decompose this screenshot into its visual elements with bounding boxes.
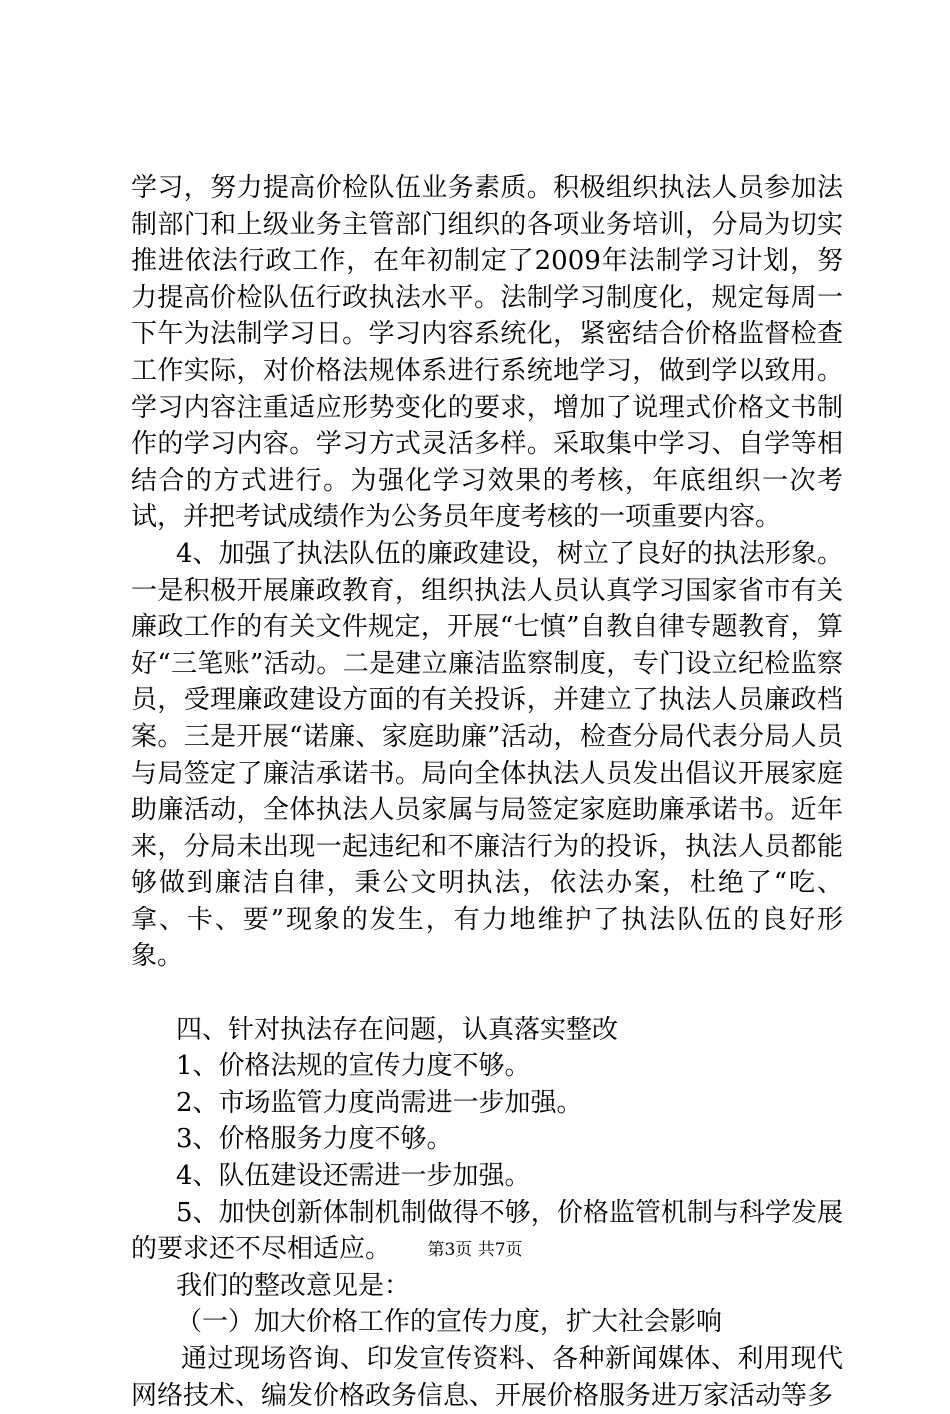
page-number-footer: 第3页 共7页 — [427, 1240, 523, 1260]
paragraph-integrity-building: 4、加强了执法队伍的廉政建设，树立了良好的执法形象。一是积极开展廉政教育，组织执法人员认真学习国家省市有关廉政工作的有关文件规定，开展“七慎”自教自律专题教育，算好“三笔账”活动。二是建立廉洁监察制度，专门设立纪检监察员，受理廉政建设方面的有关投诉，并建立了执法人员廉政档案。三是开展“诺廉、家庭助廉”活动，检查分局代表分局人员与局签定了廉洁承诺书。局向全体执法人员发出倡议开展家庭助廉活动，全体执法人员家属与局签定家庭助廉承诺书。近年来，分局未出现一起违纪和不廉洁行为的投诉，执法人员都能够做到廉洁自律，秉公文明执法，依法办案，杜绝了“吃、拿、卡、要”现象的发生，有力地维护了执法队伍的良好形象。 — [131, 538, 843, 972]
problem-item-3: 3、价格服务力度不够。 — [176, 1124, 453, 1155]
rectification-intro: 我们的整改意见是： — [176, 1270, 411, 1301]
section-heading-rectification: 四、针对执法存在问题，认真落实整改 — [176, 1014, 619, 1045]
paragraph-publicity-measures: 通过现场咨询、印发宣传资料、各种新闻媒体、利用现代网络技术、编发价格政务信息、开展价格服务进万家活动等多 — [131, 1344, 843, 1411]
problem-item-1: 1、价格法规的宣传力度不够。 — [176, 1051, 531, 1082]
problem-item-4: 4、队伍建设还需进一步加强。 — [176, 1161, 531, 1192]
problem-item-2: 2、市场监管力度尚需进一步加强。 — [176, 1087, 583, 1118]
paragraph-spacer — [131, 975, 843, 1012]
problem-item-5: 5、加快创新体制机制做得不够，价格监管机制与科学发展的要求还不尽相适应。 — [131, 1197, 843, 1265]
paragraph-legal-study: 学习，努力提高价检队伍业务素质。积极组织执法人员参加法制部门和上级业务主管部门组织的各项业务培训，分局为切实推进依法行政工作，在年初制定了2009年法制学习计划，努力提高价检队伍行政执法水平。法制学习制度化，规定每周一下午为法制学习日。学习内容系统化，紧密结合价格监督检查工作实际，对价格法规体系进行系统地学习，做到学以致用。学习内容注重适应形势变化的要求，增加了说理式价格文书制作的学习内容。学习方式灵活多样。采取集中学习、自学等相结合的方式进行。为强化学习效果的考核，年底组织一次考试，并把考试成绩作为公务员年度考核的一项重要内容。 — [131, 173, 843, 533]
subsection-heading-1: （一）加大价格工作的宣传力度，扩大社会影响 — [176, 1307, 723, 1338]
document-body — [131, 170, 843, 1414]
